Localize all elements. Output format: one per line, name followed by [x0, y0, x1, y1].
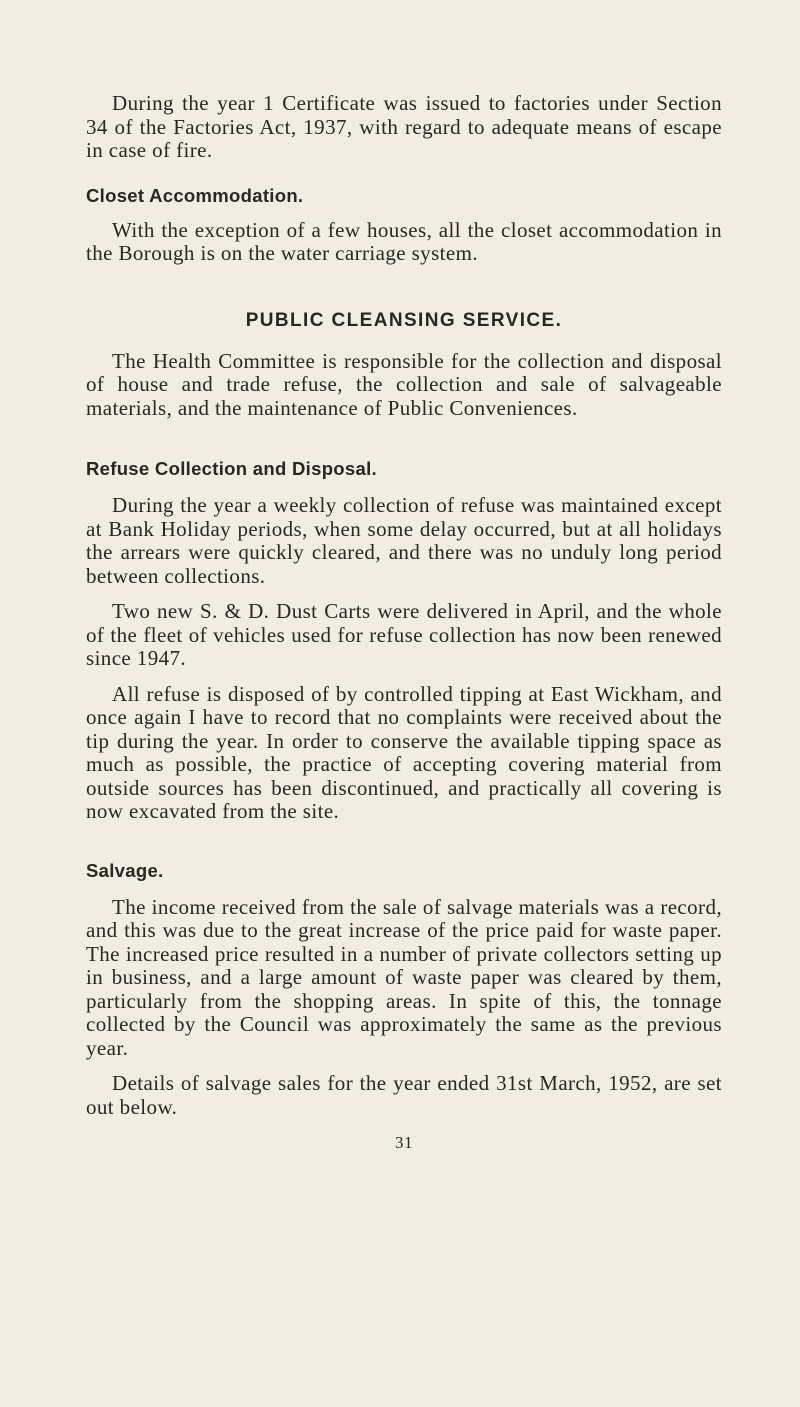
public-cleansing-paragraph: The Health Committee is responsible for the collection and disposal of house and trade refuse, the collection and sale of salvageable materials, and the maintenance of Public Conveniences. — [86, 348, 722, 420]
document-page — [86, 92, 722, 1153]
salvage-heading: Salvage. — [86, 859, 164, 881]
refuse-paragraph-2: Two new S. & D. Dust Carts were delivered in April, and the whole of the fleet of vehicles used for refuse collection has now been renewed since 1947. — [86, 599, 722, 670]
factories-paragraph: During the year 1 Certificate was issued to factories under Section 34 of the Factories Act, 1937, with regard to adequate means of escape in case of fire. — [86, 91, 722, 162]
closet-accommodation-heading: Closet Accommodation. — [86, 184, 304, 206]
refuse-paragraph-3: All refuse is disposed of by controlled tipping at East Wickham, and once again I have to record that no complaints were received about the tip during the year. In order to conserve the available tipping space as much as possible, the practice of accepting covering material from outside sources has been discontinued, and practically all covering is now excavated from the site. — [86, 681, 722, 823]
salvage-paragraph-2: Details of salvage sales for the year ended 31st March, 1952, are set out below. — [86, 1071, 722, 1119]
page-number: 31 — [395, 1133, 413, 1152]
refuse-paragraph-1: During the year a weekly collection of refuse was maintained except at Bank Holiday periods, when some delay occurred, but at all holidays the arrears were quickly cleared, and there was no unduly long period between collections. — [86, 493, 722, 588]
salvage-paragraph-1: The income received from the sale of salvage materials was a record, and this was due to the great increase of the price paid for waste paper. The increased price resulted in a number of private collectors setting up in business, and a large amount of waste paper was cleared by them, particularly from the shopping areas. In spite of this, the tonnage collected by the Council was approximately the same as the previous year. — [86, 894, 722, 1060]
refuse-collection-heading: Refuse Collection and Disposal. — [86, 458, 377, 479]
public-cleansing-heading: PUBLIC CLEANSING SERVICE. — [245, 309, 563, 331]
closet-paragraph: With the exception of a few houses, all the closet accommodation in the Borough is on the water carriage system. — [86, 217, 722, 265]
